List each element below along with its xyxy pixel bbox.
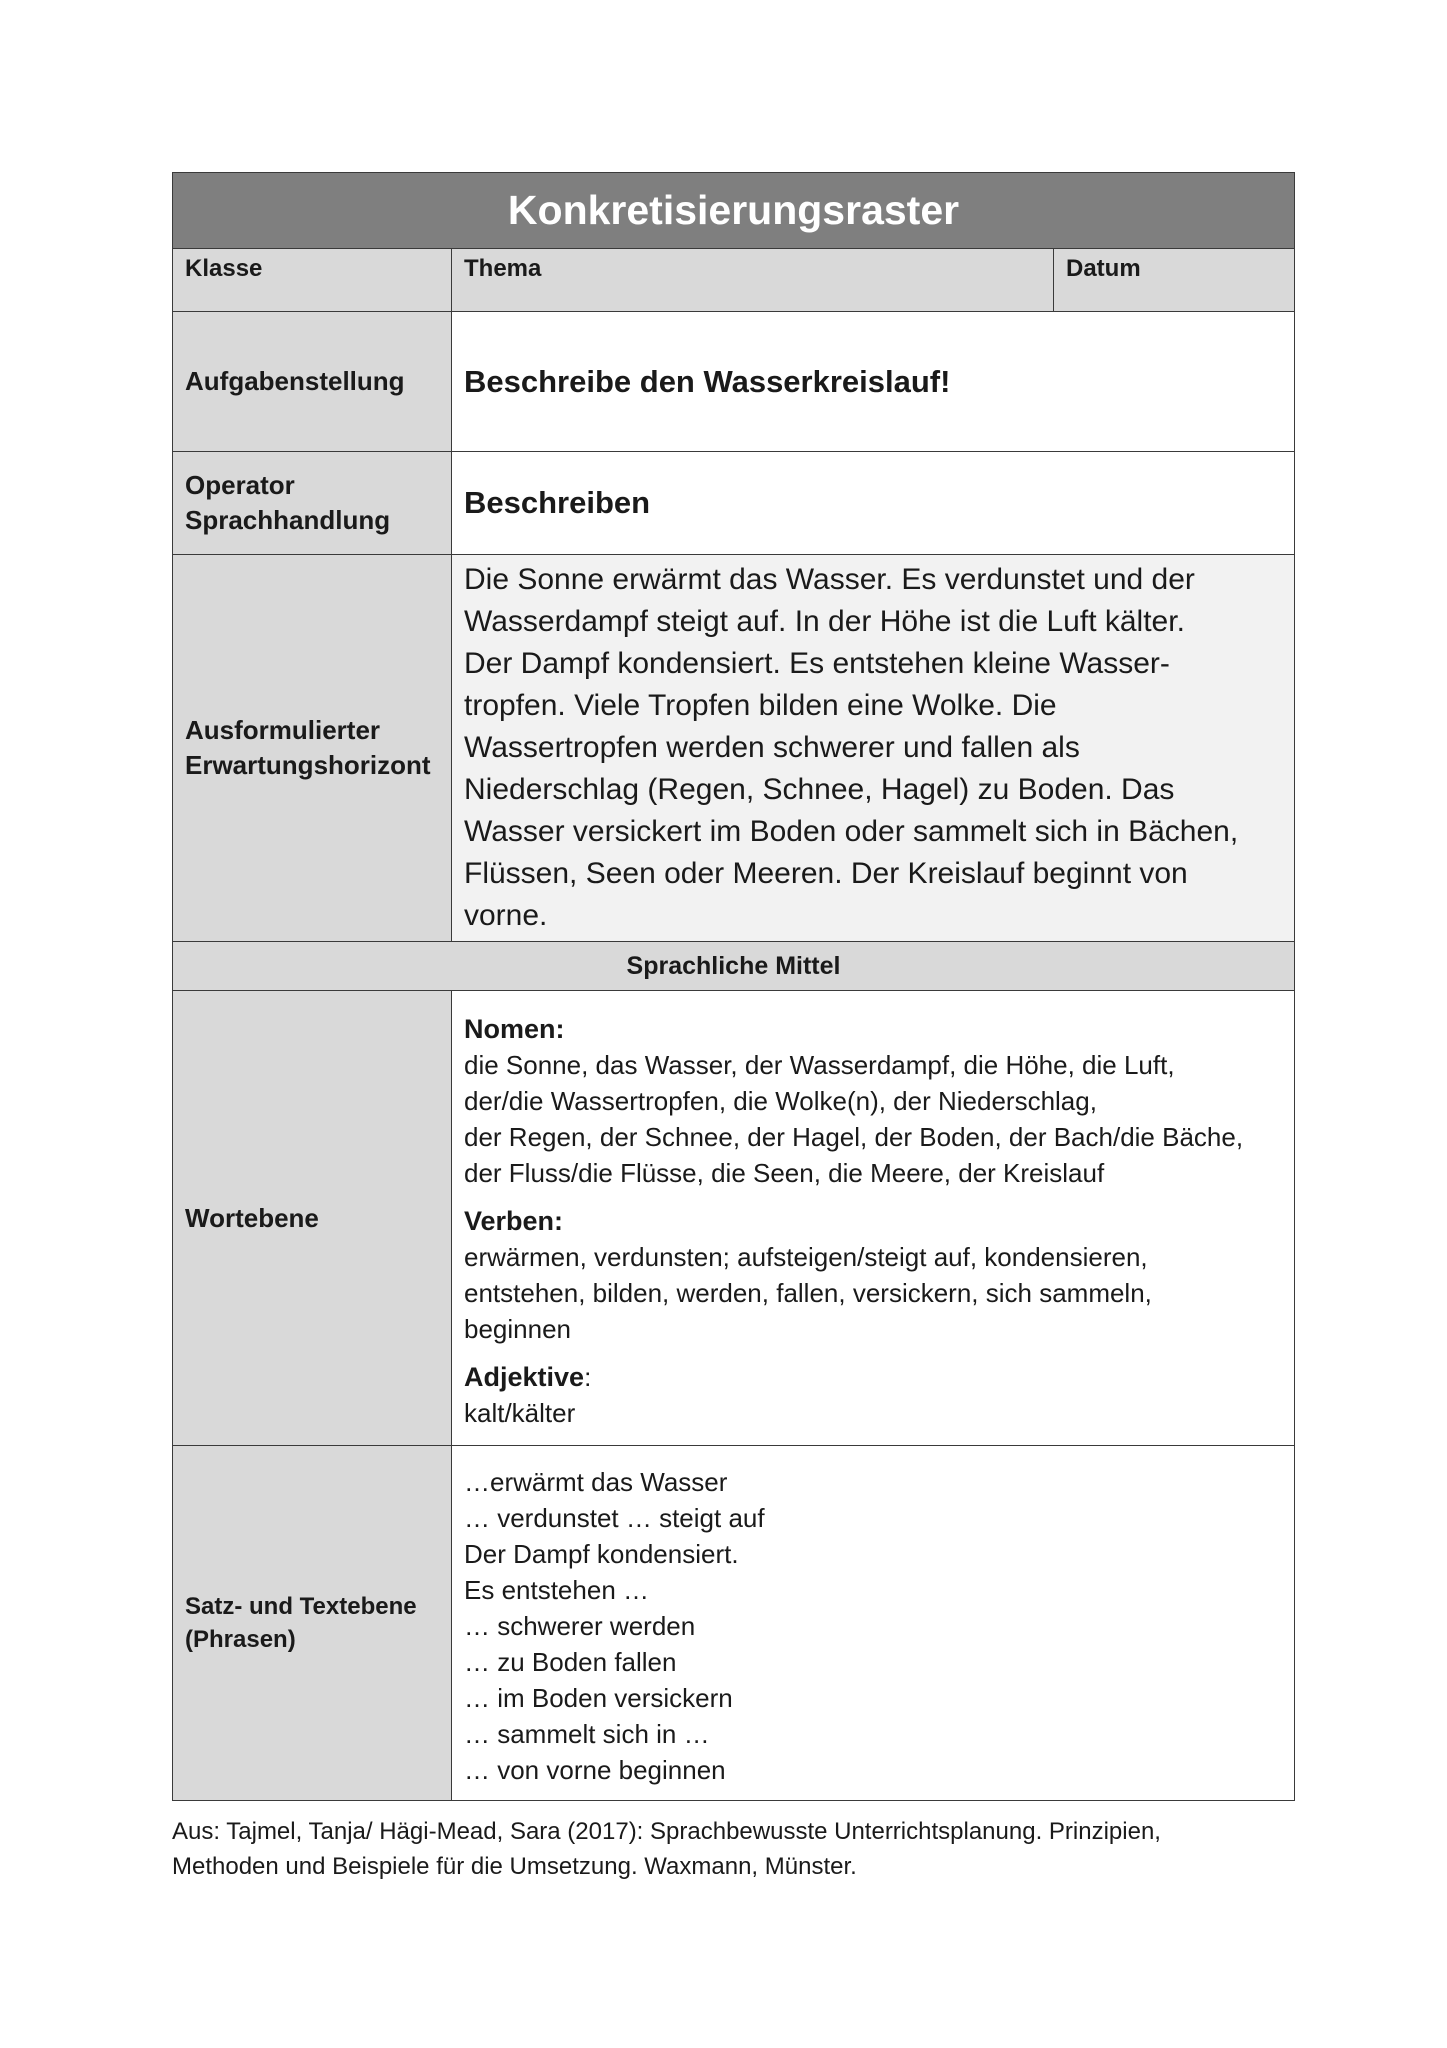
- nomen-line: die Sonne, das Wasser, der Wasserdampf, die Höhe, die Luft,: [464, 1050, 1175, 1080]
- section-heading: Sprachliche Mittel: [173, 942, 1295, 991]
- satzebene-row: [173, 1446, 1295, 1801]
- verben-line: entstehen, bilden, werden, fallen, versickern, sich sammeln,: [464, 1278, 1152, 1308]
- phrase-item: … im Boden versickern: [464, 1683, 733, 1713]
- adjektive-heading-colon: :: [584, 1362, 592, 1392]
- phrase-item: … schwerer werden: [464, 1611, 696, 1641]
- verben-group: [464, 1203, 1282, 1347]
- konkretisierungsraster-table: [172, 172, 1295, 1801]
- satzebene-label: [173, 1446, 452, 1801]
- nomen-group: [464, 1011, 1282, 1191]
- horizont-text: [452, 555, 1295, 942]
- horizont-line: tropfen. Viele Tropfen bilden eine Wolke. Die: [464, 689, 1057, 722]
- verben-heading: Verben:: [464, 1206, 564, 1236]
- horizont-row: [173, 555, 1295, 942]
- horizont-label-line1: Ausformulierter: [185, 715, 381, 745]
- phrase-item: … von vorne beginnen: [464, 1755, 726, 1785]
- section-row: [173, 942, 1295, 991]
- header-row: [173, 249, 1295, 312]
- horizont-line: Der Dampf kondensiert. Es entstehen kleine Wasser-: [464, 647, 1170, 680]
- horizont-line: vorne.: [464, 899, 548, 932]
- adjektive-heading-word: Adjektive: [464, 1362, 585, 1392]
- adjektive-group: [464, 1359, 1282, 1431]
- nomen-line: der Regen, der Schnee, der Hagel, der Boden, der Bach/die Bäche,: [464, 1122, 1244, 1152]
- adjektive-line: kalt/kälter: [464, 1398, 576, 1428]
- wortebene-label: Wortebene: [173, 991, 452, 1446]
- nomen-heading: Nomen:: [464, 1014, 565, 1044]
- operator-label-line1: Operator: [185, 470, 295, 500]
- horizont-line: Wassertropfen werden schwerer und fallen als: [464, 731, 1080, 764]
- phrase-item: Es entstehen …: [464, 1575, 649, 1605]
- horizont-line: Wasserdampf steigt auf. In der Höhe ist die Luft kälter.: [464, 605, 1185, 638]
- klasse-header: Klasse: [173, 249, 452, 312]
- satzebene-label-line2: (Phrasen): [185, 1626, 296, 1653]
- operator-row: [173, 452, 1295, 555]
- satzebene-label-line1: Satz- und Textebene: [185, 1593, 417, 1620]
- aufgabe-row: [173, 312, 1295, 452]
- phrase-item: …erwärmt das Wasser: [464, 1467, 728, 1497]
- wortebene-row: [173, 991, 1295, 1446]
- aufgabe-label: Aufgabenstellung: [173, 312, 452, 452]
- horizont-line: Flüssen, Seen oder Meeren. Der Kreislauf beginnt von: [464, 857, 1188, 890]
- thema-header: Thema: [452, 249, 1054, 312]
- adjektive-heading: [464, 1359, 1282, 1395]
- satzebene-content: [452, 1446, 1295, 1801]
- nomen-line: der/die Wassertropfen, die Wolke(n), der Niederschlag,: [464, 1086, 1097, 1116]
- aufgabe-value: Beschreibe den Wasserkreislauf!: [452, 312, 1295, 452]
- phrase-item: … zu Boden fallen: [464, 1647, 677, 1677]
- horizont-label-line2: Erwartungshorizont: [185, 750, 431, 780]
- source-citation: [172, 1814, 1292, 1884]
- source-line: Aus: Tajmel, Tanja/ Hägi-Mead, Sara (2017): Sprachbewusste Unterrichtsplanung. Prinzipien,: [172, 1818, 1161, 1845]
- horizont-line: Niederschlag (Regen, Schnee, Hagel) zu Boden. Das: [464, 773, 1175, 806]
- phrase-item: Der Dampf kondensiert.: [464, 1539, 739, 1569]
- source-line: Methoden und Beispiele für die Umsetzung. Waxmann, Münster.: [172, 1853, 857, 1880]
- operator-label-line2: Sprachhandlung: [185, 505, 391, 535]
- verben-line: beginnen: [464, 1314, 571, 1344]
- datum-header: Datum: [1054, 249, 1295, 312]
- operator-value: Beschreiben: [452, 452, 1295, 555]
- horizont-line: Wasser versickert im Boden oder sammelt sich in Bächen,: [464, 815, 1239, 848]
- table-title: Konkretisierungsraster: [173, 173, 1295, 249]
- nomen-line: der Fluss/die Flüsse, die Seen, die Meere, der Kreislauf: [464, 1158, 1105, 1188]
- operator-label: [173, 452, 452, 555]
- horizont-label: [173, 555, 452, 942]
- verben-line: erwärmen, verdunsten; aufsteigen/steigt auf, kondensieren,: [464, 1242, 1148, 1272]
- wortebene-content: [452, 991, 1295, 1446]
- horizont-line: Die Sonne erwärmt das Wasser. Es verdunstet und der: [464, 563, 1195, 596]
- phrase-item: … verdunstet … steigt auf: [464, 1503, 765, 1533]
- phrase-item: … sammelt sich in …: [464, 1719, 710, 1749]
